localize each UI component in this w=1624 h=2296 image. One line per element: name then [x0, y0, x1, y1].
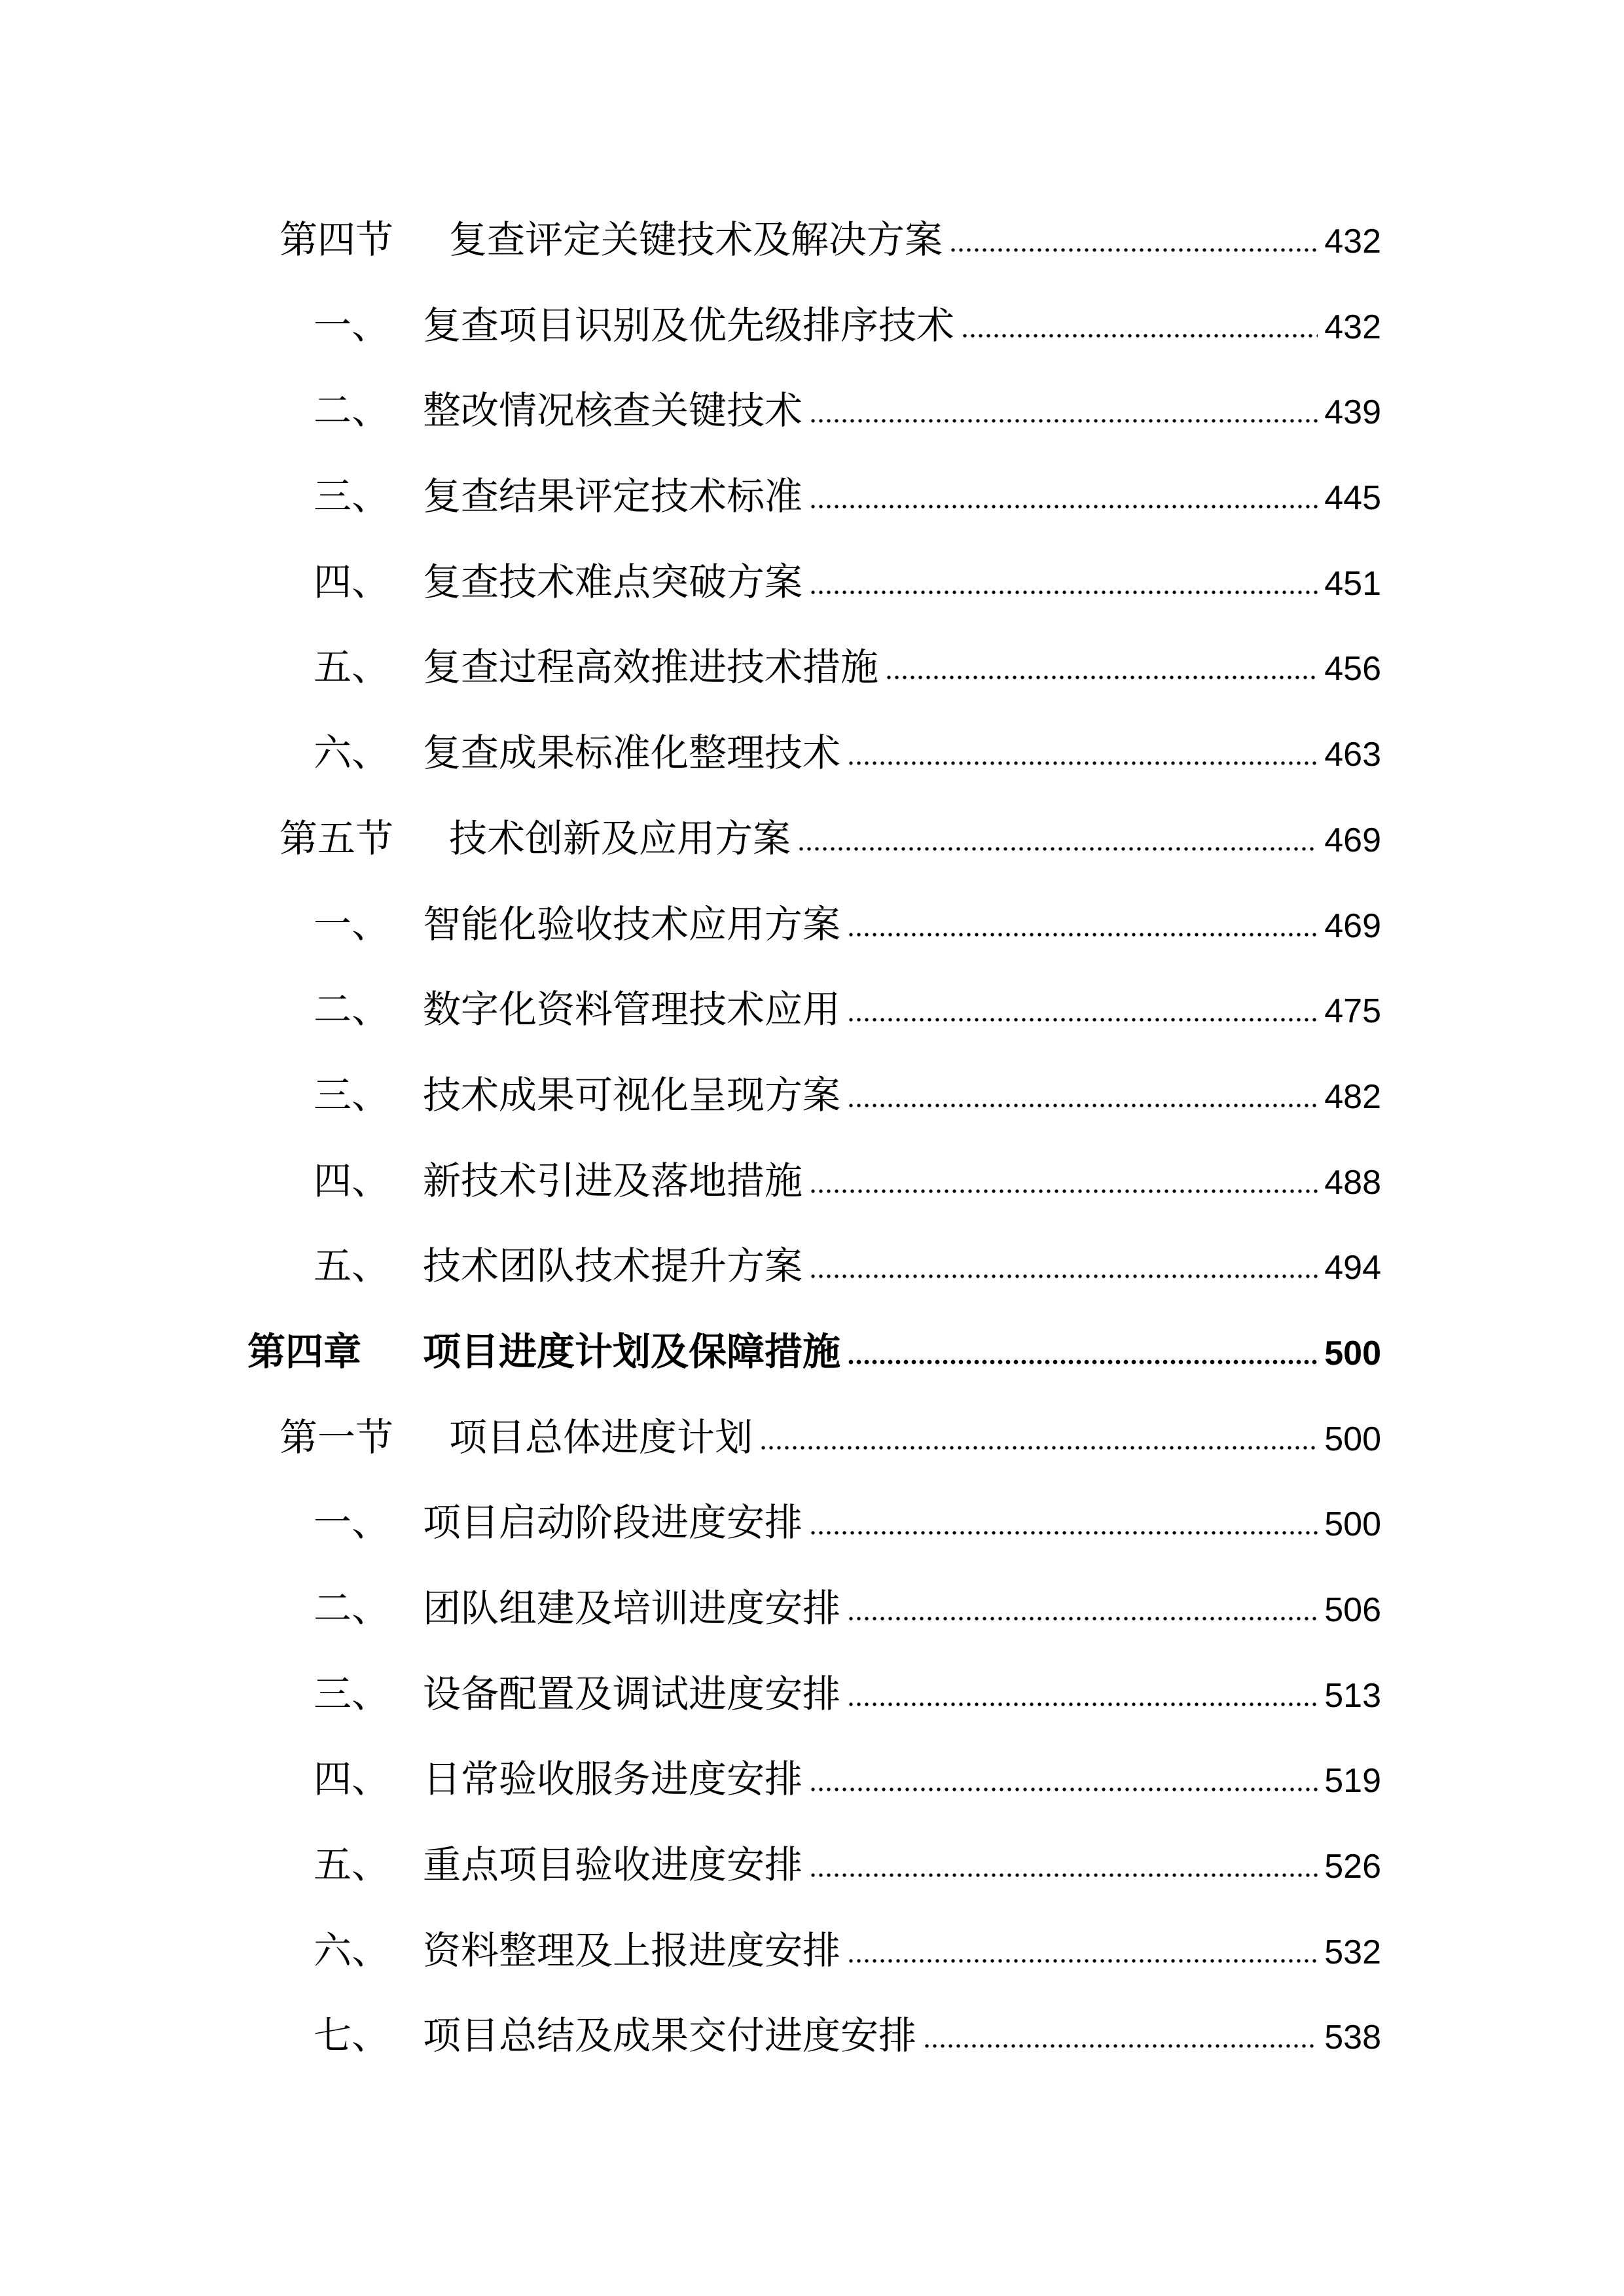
toc-page-number: 432: [1324, 223, 1381, 260]
toc-entry-number: 四、: [314, 1159, 390, 1202]
toc-page-number: 538: [1324, 2018, 1381, 2057]
toc-leader-dots: [847, 1616, 1318, 1621]
toc-page-number: 463: [1324, 736, 1381, 774]
toc-page-number: 469: [1324, 906, 1381, 945]
toc-entry-number: 六、: [314, 1929, 390, 1972]
toc-page-number: 519: [1324, 1762, 1381, 1801]
toc-entry-section: [0, 198, 1381, 283]
toc-entry-item: [0, 1480, 1381, 1566]
toc-page-number: 445: [1324, 479, 1381, 518]
toc-entry-title: 智能化验收技术应用方案: [423, 903, 841, 946]
toc-entry-title: 复查项目识别及优先级排序技术: [423, 304, 955, 347]
toc-entry-title: 复查成果标准化整理技术: [423, 732, 841, 775]
toc-page-number: 500: [1324, 1505, 1381, 1544]
toc-entry-title: 数字化资料管理技术应用: [423, 988, 841, 1031]
toc-entry-title: 团队组建及培训进度安排: [423, 1587, 841, 1630]
toc-entry-number: 三、: [314, 1672, 390, 1715]
toc-entry-title: 新技术引进及落地措施: [423, 1159, 803, 1202]
toc-entry-item: [0, 454, 1381, 540]
toc-entry-number: 一、: [314, 903, 390, 946]
toc-leader-dots: [809, 1274, 1318, 1279]
toc-entry-item: [0, 540, 1381, 626]
toc-entry-title: 复查过程高效推进技术措施: [423, 646, 879, 689]
toc-entry-number: 一、: [314, 304, 390, 347]
toc-page-number: 475: [1324, 992, 1381, 1031]
toc-page-number: 532: [1324, 1933, 1381, 1971]
toc-leader-dots: [809, 1873, 1318, 1878]
toc-page-number: 432: [1324, 308, 1381, 346]
toc-leader-dots: [961, 333, 1318, 338]
toc-entry-item: [0, 1737, 1381, 1823]
toc-leader-dots: [847, 761, 1318, 766]
toc-entry-item: [0, 967, 1381, 1053]
toc-entry-chapter: [0, 1310, 1381, 1395]
toc-page-number: 482: [1324, 1077, 1381, 1116]
toc-entry-item: [0, 625, 1381, 711]
toc-entry-item: [0, 711, 1381, 797]
toc-entry-number: 第四章: [247, 1330, 362, 1373]
toc-leader-dots: [809, 1189, 1318, 1194]
toc-entry-section: [0, 797, 1381, 882]
toc-entry-section: [0, 1395, 1381, 1481]
toc-entry-title: 复查技术难点突破方案: [423, 560, 803, 603]
toc-leader-dots: [809, 504, 1318, 509]
toc-page-number: 500: [1324, 1420, 1381, 1458]
toc-entry-number: 第一节: [280, 1416, 394, 1459]
toc-entry-number: 二、: [314, 389, 390, 433]
toc-entry-number: 四、: [314, 560, 390, 603]
toc-entry-title: 日常验收服务进度安排: [423, 1758, 803, 1801]
toc-entry-title: 整改情况核查关键技术: [423, 389, 803, 433]
toc-leader-dots: [847, 1359, 1318, 1365]
toc-leader-dots: [847, 1103, 1318, 1108]
toc-entry-number: 七、: [314, 2015, 390, 2058]
toc-entry-item: [0, 1652, 1381, 1738]
toc-leader-dots: [847, 1017, 1318, 1022]
toc-page-number: 469: [1324, 821, 1381, 859]
toc-leader-dots: [809, 1787, 1318, 1792]
toc-leader-dots: [759, 1445, 1318, 1450]
toc-entry-title: 资料整理及上报进度安排: [423, 1929, 841, 1972]
toc-page-number: 488: [1324, 1163, 1381, 1202]
toc-entry-title: 项目总结及成果交付进度安排: [423, 2015, 917, 2058]
toc-entry-number: 一、: [314, 1501, 390, 1545]
toc-leader-dots: [809, 1530, 1318, 1535]
toc-entry-number: 二、: [314, 988, 390, 1031]
toc-leader-dots: [797, 846, 1318, 852]
toc-entry-number: 第四节: [280, 219, 394, 261]
toc-entry-number: 五、: [314, 1245, 390, 1288]
toc-leader-dots: [949, 247, 1318, 253]
toc-leader-dots: [847, 1958, 1318, 1964]
toc-entry-title: 复查评定关键技术及解决方案: [449, 219, 943, 261]
toc-entry-title: 重点项目验收进度安排: [423, 1844, 803, 1887]
toc-entry-number: 五、: [314, 1844, 390, 1887]
toc-entry-number: 第五节: [280, 817, 394, 860]
toc-entry-title: 复查结果评定技术标准: [423, 475, 803, 518]
toc-page-number: 500: [1324, 1334, 1381, 1372]
toc-leader-dots: [809, 418, 1318, 423]
toc-leader-dots: [923, 2043, 1318, 2049]
toc-entry-number: 六、: [314, 732, 390, 775]
toc-entry-item: [0, 283, 1381, 369]
toc-entry-item: [0, 368, 1381, 454]
toc-entry-number: 四、: [314, 1758, 390, 1801]
toc-entry-item: [0, 1224, 1381, 1310]
toc-entry-item: [0, 1566, 1381, 1652]
toc-entry-title: 技术成果可视化呈现方案: [423, 1073, 841, 1117]
toc-entry-item: [0, 1823, 1381, 1909]
toc-page-number: 506: [1324, 1591, 1381, 1629]
toc-leader-dots: [809, 590, 1318, 595]
toc-entry-item: [0, 1994, 1381, 2079]
toc-leader-dots: [847, 932, 1318, 937]
toc-entry-item: [0, 1909, 1381, 1994]
toc-page-number: 439: [1324, 393, 1381, 432]
toc-entry-item: [0, 882, 1381, 968]
toc-entry-title: 技术团队技术提升方案: [423, 1245, 803, 1288]
toc-page-number: 526: [1324, 1848, 1381, 1886]
toc-entry-item: [0, 1053, 1381, 1139]
toc-page-number: 451: [1324, 564, 1381, 603]
toc-entry-title: 项目启动阶段进度安排: [423, 1501, 803, 1545]
toc-entry-title: 技术创新及应用方案: [449, 817, 791, 860]
toc-entry-title: 项目总体进度计划: [449, 1416, 753, 1459]
toc-entry-number: 三、: [314, 475, 390, 518]
toc-page-number: 456: [1324, 650, 1381, 689]
toc-entry-number: 五、: [314, 646, 390, 689]
toc-entry-title: 项目进度计划及保障措施: [423, 1330, 841, 1373]
toc-entry-number: 三、: [314, 1073, 390, 1117]
toc-page-number: 494: [1324, 1249, 1381, 1287]
toc-leader-dots: [885, 675, 1318, 680]
toc-leader-dots: [847, 1702, 1318, 1707]
table-of-contents: [0, 198, 1381, 2079]
toc-entry-title: 设备配置及调试进度安排: [423, 1672, 841, 1715]
toc-entry-item: [0, 1139, 1381, 1225]
toc-page-number: 513: [1324, 1676, 1381, 1715]
toc-entry-number: 二、: [314, 1587, 390, 1630]
